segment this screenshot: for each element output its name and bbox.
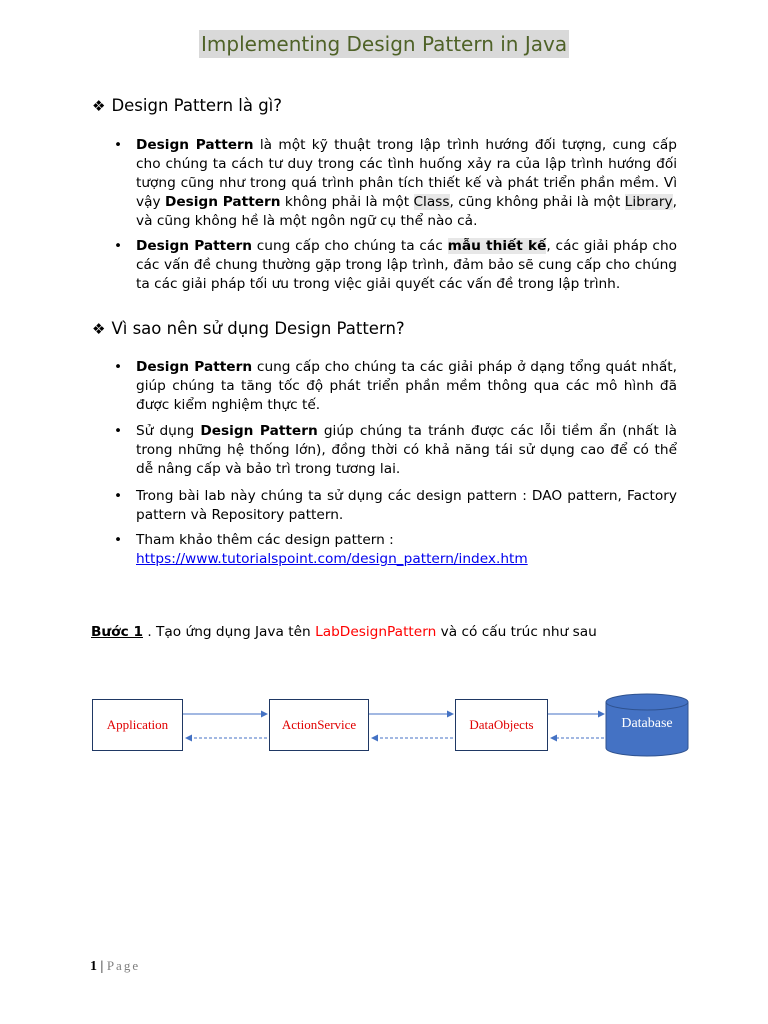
text: Tạo ứng dụng Java tên	[156, 624, 316, 640]
footer-separator: |	[97, 959, 107, 974]
page-word: Page	[106, 958, 141, 973]
text: Sử dụng	[136, 423, 201, 439]
text: cung cấp cho chúng ta các	[251, 238, 448, 254]
diamond-bullet-icon: ❖	[92, 320, 106, 338]
text: , và cũng không hề là một ngôn ngữ cụ thể nào cả.	[136, 194, 677, 229]
highlight-class: Class	[413, 194, 450, 210]
heading-text: Design Pattern là gì?	[111, 96, 283, 115]
term-bold: Design Pattern	[164, 194, 281, 210]
text: Tham khảo thêm các design pattern :	[136, 532, 394, 548]
text: cung cấp cho chúng ta các giải pháp ở dạng tổng quát nhất, giúp chúng ta tăng tốc độ phát triển phần mềm thông qua các mô hình đã được kiểm nghiệm thực tế.	[136, 359, 677, 413]
term-bold: Design Pattern	[200, 423, 318, 439]
list-item: • Trong bài lab này chúng ta sử dụng các design pattern : DAO pattern, Factory pattern và Repository pattern.	[114, 487, 677, 525]
term-bold: Design Pattern	[136, 137, 254, 153]
text: và có cấu trúc như sau	[436, 624, 597, 640]
node-data-objects: DataObjects	[455, 699, 548, 751]
node-database-label: Database	[621, 716, 673, 731]
highlight-mau-thiet-ke: mẫu thiết kế	[447, 238, 547, 254]
highlight-library: Library	[624, 194, 673, 210]
text: không phải là một	[280, 194, 414, 210]
app-name: LabDesignPattern	[315, 624, 437, 640]
node-action-service: ActionService	[269, 699, 369, 751]
term-bold: Design Pattern	[136, 359, 253, 375]
term-bold: Design Pattern	[136, 238, 252, 254]
step-label: Bước 1	[91, 624, 143, 640]
text: giúp chúng ta tránh được các lỗi tiềm ẩn (nhất là trong những hệ thống lớn), đồng thời có khả năng tái sử dụng cao để có thể dễ nâng cấp và bảo trì trong tương lai.	[136, 423, 678, 477]
text: , các giải pháp cho các vấn đề chung thường gặp trong lập trình, đảm bảo sẽ cung cấp cho chúng ta các giải pháp tối ưu trong việc giải quyết các vấn đề trong lập trình.	[136, 238, 678, 292]
text: là một kỹ thuật trong lập trình hướng đối tượng, cung cấp cho chúng ta cách tư duy trong các tình huống xảy ra của lập trình hướng đối tượng cũng như trong quá trình phân tích thiết kế và phát triển phần mềm. Vì vậy	[136, 137, 677, 210]
node-application: Application	[92, 699, 183, 751]
page-title: Implementing Design Pattern in Java	[201, 32, 568, 56]
heading-text: Vì sao nên sử dụng Design Pattern?	[111, 319, 405, 338]
page-footer	[90, 958, 140, 975]
diamond-bullet-icon: ❖	[92, 97, 106, 115]
step-dot: .	[142, 624, 157, 640]
text: , cũng không phải là một	[449, 194, 625, 210]
tutorialspoint-link[interactable]: https://www.tutorialspoint.com/design_pattern/index.htm	[136, 551, 528, 567]
page-number: 1	[90, 959, 97, 974]
